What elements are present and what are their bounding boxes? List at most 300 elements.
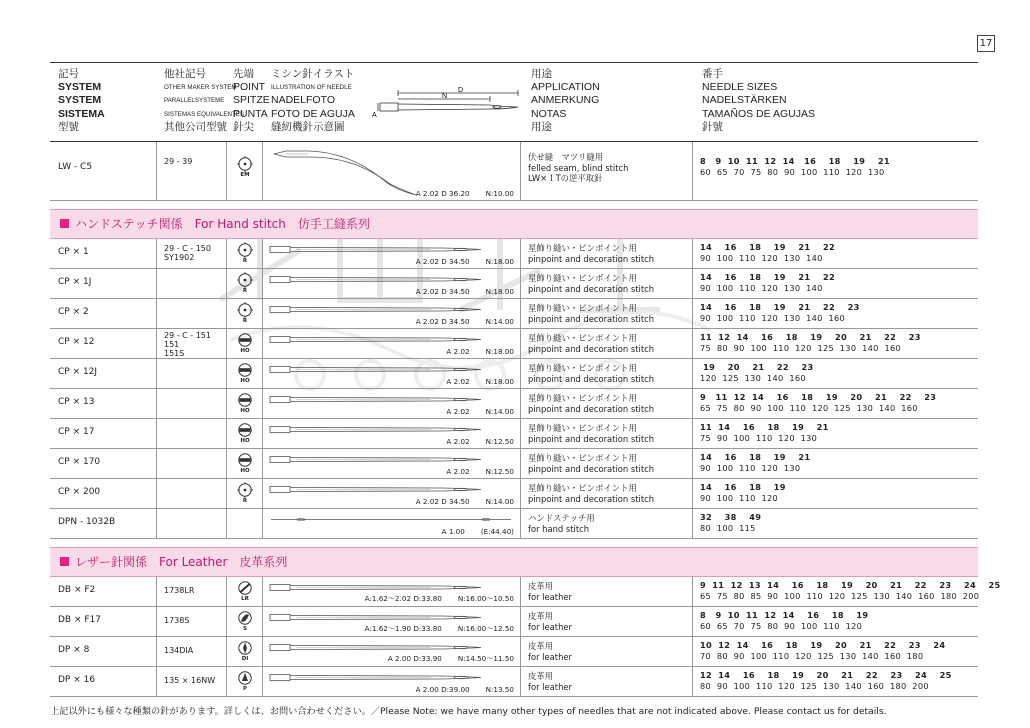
needle-code: CP × 200 (58, 487, 101, 497)
point-label: P (242, 686, 248, 692)
column-divider (156, 607, 157, 636)
other-maker-code: 151S (164, 349, 185, 358)
header-other-maker: 他社記号 OTHER MAKER SYSTEM PARALLELSYSTEME SISTEMAS EQUIVALENTES 其他公司型號 (164, 68, 244, 133)
point-type (234, 302, 256, 324)
needle-sizes (700, 302, 860, 324)
sizes-metric: 90 100 110 120 (700, 493, 779, 503)
needle-code: LW - C5 (58, 162, 93, 172)
other-maker-code: 29 - 39 (164, 157, 193, 166)
footnote: 上記以外にも様々な種類の針があります。詳しくは、お問い合わせください。／Please Note: we have many other types of needles that are not indicated above. Please contact us for details. (50, 706, 887, 717)
sizes-number: 19 20 21 22 23 (700, 362, 814, 372)
point-label: R (242, 498, 248, 504)
needle-code: CP × 13 (58, 397, 95, 407)
other-maker-code: 1738S (164, 616, 190, 625)
needle-dimensions (400, 257, 514, 266)
table-row (50, 607, 978, 637)
column-divider (226, 637, 227, 666)
diagram-label-d: D (458, 87, 464, 94)
other-maker-code: 135 × 16NW (164, 676, 216, 685)
dim-n: N:16.00～10.50 (457, 594, 514, 603)
column-divider (262, 299, 263, 328)
column-divider (520, 239, 521, 268)
dim-ad: A 2.00 D:33.90 (387, 654, 442, 663)
table-row (50, 419, 978, 449)
illustration-cell (266, 359, 520, 388)
column-divider (156, 239, 157, 268)
application-text: for hand stitch (528, 523, 590, 534)
dim-n: N:12.50 (485, 467, 514, 476)
dim-n: N:14.00 (485, 407, 514, 416)
point-type (234, 332, 256, 354)
needle-catalog-table (50, 62, 1001, 721)
sizes-metric: 120 125 130 140 160 (700, 373, 806, 383)
point-ho-icon (237, 362, 253, 378)
table-row (50, 667, 978, 697)
dim-n: N:18.00 (485, 347, 514, 356)
point-lr-icon (237, 580, 253, 596)
column-divider (156, 449, 157, 478)
column-divider (520, 449, 521, 478)
point-label: R (242, 258, 248, 264)
diagram-label-n: N (442, 93, 448, 100)
other-maker-code: 29 - C - 150 (164, 244, 211, 253)
application-text: pinpoint and decoration stitch (528, 313, 655, 324)
point-p-icon (237, 670, 253, 686)
column-divider (520, 329, 521, 358)
point-label: R (242, 318, 248, 324)
needle-sizes (700, 242, 835, 264)
application-text: for leather (528, 621, 572, 632)
point-ho-icon (237, 392, 253, 408)
point-em-icon (237, 156, 253, 172)
sizes-metric: 90 100 110 120 130 (700, 463, 801, 473)
needle-code: CP × 170 (58, 457, 101, 467)
column-divider (520, 389, 521, 418)
column-divider (226, 479, 227, 508)
needle-sizes (700, 670, 952, 692)
illustration-cell (266, 449, 520, 478)
needle-dimensions (426, 527, 514, 536)
sizes-number: 14 16 18 19 (700, 482, 786, 492)
table-row (50, 509, 978, 539)
illustration-cell (266, 509, 520, 538)
illustration-cell (266, 667, 520, 696)
sizes-number: 11 14 16 18 19 21 (700, 422, 829, 432)
column-divider (156, 389, 157, 418)
point-label: HO (240, 378, 250, 384)
sizes-number: 12 14 16 18 19 20 21 22 23 24 25 (700, 670, 952, 680)
application-text: 星飾り縫い・ピンポイント用 (528, 243, 637, 253)
application-text: 星飾り縫い・ピンポイント用 (528, 453, 637, 463)
needle-code: CP × 1J (58, 277, 92, 287)
point-r-icon (237, 242, 253, 258)
sizes-number: 9 11 12 13 14 16 18 19 20 21 22 23 24 25 (700, 580, 1001, 590)
application-text: 皮革用 (528, 581, 554, 591)
column-divider (262, 479, 263, 508)
needle-sizes (700, 610, 868, 632)
dim-ad: A 2.02 (446, 347, 470, 356)
point-type (234, 156, 256, 178)
dim-n: N:14.00 (485, 497, 514, 506)
column-divider (262, 637, 263, 666)
application-text: 星飾り縫い・ピンポイント用 (528, 483, 637, 493)
column-divider (156, 637, 157, 666)
section-square-icon (60, 219, 69, 228)
sizes-metric: 70 80 90 100 110 120 125 130 140 160 180 (700, 651, 924, 661)
application-text: 皮革用 (528, 611, 554, 621)
dim-ad: A:1.62～1.90 D:33.80 (364, 624, 442, 633)
column-divider (156, 269, 157, 298)
dim-n: N:18.00 (485, 377, 514, 386)
dim-n: N:16.00～12.50 (457, 624, 514, 633)
column-divider (262, 359, 263, 388)
dim-ad: A 2.02 (446, 377, 470, 386)
application-text: ハンドステッチ用 (528, 513, 595, 523)
illustration-cell (266, 607, 520, 636)
column-divider (520, 419, 521, 448)
application-text: pinpoint and decoration stitch (528, 403, 655, 414)
sizes-metric: 90 100 110 120 130 140 (700, 253, 823, 263)
column-divider (262, 142, 263, 200)
needle-sizes (700, 392, 936, 414)
point-type (234, 272, 256, 294)
other-maker-code: SY1902 (164, 253, 195, 262)
dim-ad: A 2.02 (446, 407, 470, 416)
point-label: HO (240, 468, 250, 474)
application-text: for leather (528, 681, 572, 692)
column-divider (692, 637, 693, 666)
needle-dimensions (372, 654, 514, 664)
column-divider (226, 607, 227, 636)
application-text: 星飾り縫い・ピンポイント用 (528, 303, 637, 313)
needle-dimensions (430, 377, 514, 386)
table-row (50, 577, 1001, 607)
dim-n: N:18.00 (485, 257, 514, 266)
column-divider (520, 299, 521, 328)
application-text: felled seam, blind stitch (528, 162, 629, 173)
needle-dimensions (400, 685, 514, 694)
column-divider (520, 359, 521, 388)
column-divider (692, 389, 693, 418)
column-divider (692, 299, 693, 328)
dim-ad: A 2.02 D 36.20 (415, 189, 470, 198)
column-divider (692, 239, 693, 268)
column-divider (226, 239, 227, 268)
dim-ad: A 2.02 (446, 437, 470, 446)
illustration-cell (266, 637, 520, 666)
sizes-metric: 65 75 80 85 90 100 110 120 125 130 140 160 180 200 (700, 591, 980, 601)
section-hand-stitch (50, 209, 978, 239)
needle-dimensions (430, 437, 514, 446)
column-divider (692, 577, 693, 606)
illustration-cell (266, 419, 520, 448)
dim-ad: A 2.02 D 34.50 (415, 287, 470, 296)
needle-dimensions (349, 624, 514, 634)
point-type (234, 670, 256, 692)
application-text: for leather (528, 591, 572, 602)
needle-dimensions (430, 347, 514, 356)
point-type (234, 482, 256, 504)
column-divider (262, 329, 263, 358)
table-row (50, 269, 978, 299)
section-square-icon (60, 557, 69, 566)
point-r-icon (237, 302, 253, 318)
point-s-icon (237, 610, 253, 626)
column-divider (520, 607, 521, 636)
needle-code: DP × 8 (58, 645, 90, 655)
dim-n: N:14.00 (485, 317, 514, 326)
column-divider (692, 419, 693, 448)
other-maker-code: 151 (164, 340, 180, 349)
point-ho-icon (237, 452, 253, 468)
needle-diagram-icon (372, 83, 522, 127)
column-divider (156, 299, 157, 328)
application-text: pinpoint and decoration stitch (528, 283, 655, 294)
column-divider (692, 269, 693, 298)
column-divider (226, 269, 227, 298)
dim-ad: A 2.02 D 34.50 (415, 257, 470, 266)
sizes-number: 9 11 12 14 16 18 19 20 21 22 23 (700, 392, 937, 402)
needle-sizes (700, 512, 761, 534)
point-label: DI (241, 656, 249, 662)
section-title: レザー針関係 For Leather 皮革系列 (75, 555, 288, 569)
sizes-number: 14 16 18 19 21 (700, 452, 811, 462)
needle-code: DPN - 1032B (58, 517, 116, 527)
dim-n: (E:44.40) (480, 527, 514, 536)
column-divider (262, 667, 263, 696)
application-text: 星飾り縫い・ピンポイント用 (528, 363, 637, 373)
column-divider (156, 419, 157, 448)
column-divider (156, 509, 157, 538)
column-divider (692, 607, 693, 636)
application-text: 皮革用 (528, 671, 554, 681)
other-maker-code: 29 - C - 151 (164, 331, 211, 340)
column-divider (692, 329, 693, 358)
column-divider (262, 269, 263, 298)
other-maker-code: 134DIA (164, 646, 194, 655)
page-number: 17 (977, 35, 995, 52)
needle-sizes (700, 362, 814, 384)
sizes-number: 8 9 10 11 12 14 16 18 19 (700, 610, 869, 620)
dim-ad: A 1.00 (441, 527, 465, 536)
sizes-number: 32 38 49 (700, 512, 762, 522)
sizes-number: 11 12 14 16 18 19 20 21 22 23 (700, 332, 921, 342)
column-divider (156, 142, 157, 200)
point-type (234, 452, 256, 474)
sizes-number: 8 9 10 11 12 14 16 18 19 21 (700, 156, 890, 166)
column-divider (156, 667, 157, 696)
needle-sizes (700, 580, 1001, 602)
point-label: S (243, 626, 247, 632)
table-row (50, 329, 978, 359)
sizes-number: 10 12 14 16 18 19 20 21 22 23 24 (700, 640, 946, 650)
dim-n: N:18.00 (485, 287, 514, 296)
table-row (50, 389, 978, 419)
point-label: HO (240, 438, 250, 444)
needle-sizes (700, 156, 890, 178)
needle-code: CP × 12J (58, 367, 98, 377)
column-divider (226, 359, 227, 388)
other-maker-code: 1738LR (164, 586, 195, 595)
column-divider (520, 667, 521, 696)
dim-n: N:13.50 (485, 685, 514, 694)
illustration-cell (266, 299, 520, 328)
needle-code: CP × 1 (58, 247, 89, 257)
application-text: pinpoint and decoration stitch (528, 253, 655, 264)
illustration-cell (266, 389, 520, 418)
column-divider (262, 449, 263, 478)
application-text: pinpoint and decoration stitch (528, 463, 655, 474)
column-divider (520, 142, 521, 200)
application-text: 皮革用 (528, 641, 554, 651)
application-text: LW×１Tの逆平取針 (528, 173, 603, 183)
dim-ad: A 2.02 D 34.50 (415, 497, 470, 506)
column-divider (156, 329, 157, 358)
application-text: pinpoint and decoration stitch (528, 433, 655, 444)
header-illustration: ミシン針イラスト ILLUSTRATION OF NEEDLE NADELFOTO FOTO DE AGUJA 縫紉機針示意圖 (271, 68, 355, 133)
header-application: 用途 APPLICATION ANMERKUNG NOTAS 用途 (531, 68, 600, 133)
illustration-cell (266, 239, 520, 268)
column-divider (226, 142, 227, 200)
sizes-metric: 80 100 115 (700, 523, 756, 533)
column-divider (692, 667, 693, 696)
sizes-metric: 75 90 100 110 120 130 (700, 433, 818, 443)
sizes-metric: 80 90 100 110 120 125 130 140 160 180 200 (700, 681, 929, 691)
point-label: R (242, 288, 248, 294)
point-label: HO (240, 408, 250, 414)
table-row (50, 299, 978, 329)
point-type (234, 392, 256, 414)
column-divider (226, 577, 227, 606)
needle-sizes (700, 640, 945, 662)
table-row (50, 359, 978, 389)
dim-ad: A 2.02 D 34.50 (415, 317, 470, 326)
sizes-metric: 75 80 90 100 110 120 125 130 140 160 (700, 343, 901, 353)
sizes-metric: 60 65 70 75 80 90 100 110 120 130 (700, 167, 885, 177)
needle-code: CP × 2 (58, 307, 89, 317)
needle-sizes (700, 422, 829, 444)
illustration-cell (266, 479, 520, 508)
illustration-cell (266, 142, 520, 200)
point-ho-icon (237, 332, 253, 348)
column-divider (262, 509, 263, 538)
column-divider (520, 509, 521, 538)
sizes-metric: 65 75 80 90 100 110 120 125 130 140 160 (700, 403, 918, 413)
column-divider (520, 269, 521, 298)
header-needle-sizes: 番手 NEEDLE SIZES NADELSTÄRKEN TAMAÑOS DE AGUJAS 針號 (702, 68, 815, 133)
point-label: LR (241, 596, 249, 602)
column-divider (692, 479, 693, 508)
needle-dimensions (400, 189, 514, 198)
sizes-number: 14 16 18 19 21 22 (700, 242, 835, 252)
point-di-icon (237, 640, 253, 656)
table-row (50, 239, 978, 269)
dim-n: N:14.50～11.50 (457, 654, 514, 663)
needle-sizes (700, 272, 835, 294)
illustration-cell (266, 577, 520, 606)
table-row (50, 637, 978, 667)
point-r-icon (237, 482, 253, 498)
needle-dimensions (430, 407, 514, 416)
column-divider (692, 359, 693, 388)
needle-sizes (700, 332, 921, 354)
sizes-number: 14 16 18 19 21 22 23 (700, 302, 860, 312)
application-text: 星飾り縫い・ピンポイント用 (528, 393, 637, 403)
column-divider (692, 509, 693, 538)
point-type (234, 422, 256, 444)
table-row (50, 449, 978, 479)
sizes-metric: 90 100 110 120 130 140 160 (700, 313, 846, 323)
column-divider (520, 577, 521, 606)
application-text: 伏せ縫 マツリ縫用 (528, 152, 604, 162)
dim-ad: A 2.02 (446, 467, 470, 476)
column-divider (226, 389, 227, 418)
point-type (234, 610, 256, 632)
point-type (234, 362, 256, 384)
needle-code: DB × F17 (58, 615, 101, 625)
column-divider (262, 389, 263, 418)
illustration-cell (266, 329, 520, 358)
needle-dimensions (400, 317, 514, 326)
section-title: ハンドステッチ関係 For Hand stitch 仿手工縫系列 (75, 217, 370, 231)
needle-sizes (700, 452, 810, 474)
needle-code: CP × 12 (58, 337, 95, 347)
column-divider (226, 449, 227, 478)
needle-dimensions (430, 467, 514, 476)
column-divider (692, 142, 693, 200)
needle-dimensions (400, 497, 514, 506)
column-divider (226, 299, 227, 328)
point-type (234, 640, 256, 662)
dim-n: N:12.50 (485, 437, 514, 446)
header-system: 記号 SYSTEM SYSTEM SISTEMA 型號 (58, 68, 105, 133)
column-divider (226, 509, 227, 538)
point-ho-icon (237, 422, 253, 438)
column-divider (262, 577, 263, 606)
application-text: pinpoint and decoration stitch (528, 373, 655, 384)
column-divider (692, 449, 693, 478)
application-text: 星飾り縫い・ピンポイント用 (528, 333, 637, 343)
column-divider (520, 479, 521, 508)
needle-code: CP × 17 (58, 427, 95, 437)
table-header (50, 62, 978, 142)
application-text: for leather (528, 651, 572, 662)
point-label: EM (240, 172, 250, 178)
sizes-number: 14 16 18 19 21 22 (700, 272, 835, 282)
needle-dimensions (400, 287, 514, 296)
illustration-cell (266, 269, 520, 298)
point-type (234, 242, 256, 264)
section-leather (50, 547, 978, 577)
needle-code: DB × F2 (58, 585, 96, 595)
point-label: HO (240, 348, 250, 354)
header-point: 先端 POINT SPITZE PUNTA 針尖 (233, 68, 270, 133)
column-divider (226, 667, 227, 696)
sizes-metric: 60 65 70 75 80 90 100 110 120 (700, 621, 863, 631)
column-divider (520, 637, 521, 666)
application-text: 星飾り縫い・ピンポイント用 (528, 273, 637, 283)
column-divider (262, 607, 263, 636)
dim-ad: A 2.00 D:39.00 (415, 685, 470, 694)
sizes-metric: 90 100 110 120 130 140 (700, 283, 823, 293)
column-divider (262, 239, 263, 268)
point-type (234, 580, 256, 602)
needle-dimensions (349, 594, 514, 604)
column-divider (262, 419, 263, 448)
table-row (50, 479, 978, 509)
application-text: 星飾り縫い・ピンポイント用 (528, 423, 637, 433)
column-divider (156, 479, 157, 508)
